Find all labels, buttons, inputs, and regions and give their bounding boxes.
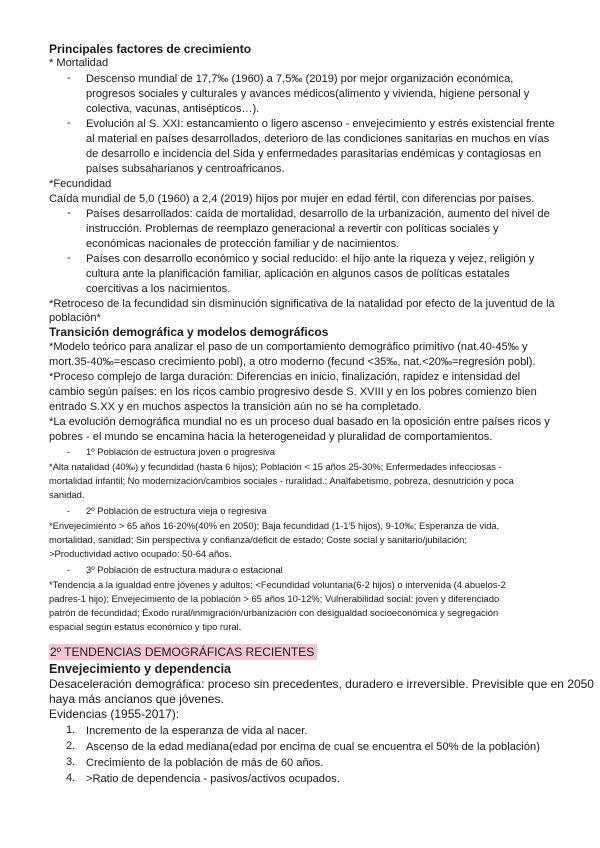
estructura-1-line-3: sanidad.	[49, 489, 85, 500]
fecundidad-note-line-1: *Retroceso de la fecundidad sin disminución significativa de la natalidad por efecto de la juventud de la	[49, 298, 555, 310]
estructura-2-line-3: >Productividad activo ocupado: 50-64 años.	[49, 548, 232, 559]
estructura-1-line-2: mortalidad infantil; No modernización/cambios sociales - ruralidad.; Analfabetismo, pobreza, desnutrición y poca	[49, 475, 514, 486]
mortalidad-item-2-line-2: al material en países desarrollados, deterioro de las condiciones sanitarias en muchos en vías	[86, 133, 550, 145]
section-title-transicion: Transición demográfica y modelos demográficos	[49, 325, 329, 339]
transicion-para-2-line-2: cambio según países: en los ricos cambio progresivo desde S. XVIII y en los pobres comienzo bien	[49, 386, 537, 398]
estructura-3-label: 3º Población de estructura madura o estacional	[86, 564, 283, 575]
estructura-2-line-2: mortalidad, sanidad; Sin perspectiva y confianza/déficit de estado; Coste social y sanitario/jubilación;	[49, 534, 467, 545]
evidencia-3: Crecimiento de la población de más de 60 años.	[86, 757, 324, 769]
estructura-1-line-1: *Alta natalidad (40‰) y fecundidad (hasta 6 hijos); Población < 15 años 25-30%; Enfermedades infecciosas -	[49, 461, 502, 472]
fecundidad-label: *Fecundidad	[49, 178, 112, 190]
estructura-3-line-1: *Tendencia a la igualdad entre jóvenes y adultos; <Fecundidad voluntaria(6-2 hijos) o intervenida (4 abuelos-2	[49, 579, 506, 590]
evidencias-label: Evidencias (1955-2017):	[49, 707, 180, 721]
estructura-1-label: 1º Población de estructura joven o progresiva	[86, 446, 275, 457]
bullet-dash: -	[67, 72, 71, 84]
fecundidad-intro: Caída mundial de 5,0 (1960) a 2,4 (2019) hijos por mujer en edad fértil, con diferencias por países.	[49, 193, 535, 205]
evidencia-4: >Ratio de dependencia - pasivos/activos ocupados.	[86, 773, 340, 785]
mortalidad-item-2-line-4: países subsaharianos y centroafricanos.	[86, 163, 285, 175]
fecundidad-note-line-2: población*	[49, 312, 101, 324]
tendencias-intro-line-2: haya más ancianos que jóvenes.	[49, 692, 224, 706]
bullet-dash: -	[67, 505, 71, 516]
tendencias-intro-line-1: Desaceleración demográfica: proceso sin precedentes, duradero e irreversible. Previsible que en 2050	[49, 677, 594, 691]
transicion-para-2-line-3: entrado S.XX y en muchos aspectos la transición aún no se ha completado.	[49, 401, 422, 413]
estructura-2-label: 2º Población de estructura vieja o regresiva	[86, 505, 267, 516]
transicion-para-1-line-2: mort.35-40‰=escaso crecimiento pobl), a otro moderno (fecund <35‰, nat.<20‰=regresión pobl).	[49, 356, 536, 368]
mortalidad-item-2-line-1: Evolución al S. XXI: estancamiento o ligero ascenso - envejecimiento y estrés existencial frente	[86, 118, 555, 130]
fecundidad-item-2-line-3: coercitivas a los nacimientos.	[86, 283, 231, 295]
transicion-para-2-line-1: *Proceso complejo de larga duración: Diferencias en inicio, finalización, rapidez e intensidad del	[49, 371, 521, 383]
subtitle-envejecimiento: Envejecimiento y dependencia	[49, 662, 232, 676]
section-heading-tendencias	[49, 645, 317, 659]
estructura-3-line-4: espacial según estatus económico y tipo rural.	[49, 621, 242, 632]
transicion-para-1-line-1: *Modelo teórico para analizar el paso de un comportamiento demográfico primitivo (nat.40-45‰ y	[49, 341, 528, 353]
fecundidad-item-1-line-1: Países desarrollados: caída de mortalidad, desarrollo de la urbanización, aumento del nivel de	[86, 208, 550, 220]
bullet-dash: -	[67, 207, 71, 219]
section-title-crecimiento: Principales factores de crecimiento	[49, 42, 252, 56]
transicion-para-3-line-2: pobres - el mundo se encamina hacia la heterogeneidad y pluralidad de comportamientos.	[49, 431, 493, 443]
list-number: 1.	[66, 724, 76, 736]
fecundidad-item-2-line-2: cultura ante la planificación familiar, aplicación en algunos casos de políticas estatales	[86, 268, 510, 280]
bullet-dash: -	[67, 446, 71, 457]
fecundidad-item-1-line-2: instrucción. Problemas de reemplazo generacional a revertir con políticas sociales y	[86, 223, 499, 235]
tendencias-highlight: 2º TENDENCIAS DEMOGRÁFICAS RECIENTES	[49, 644, 317, 660]
mortalidad-item-2-line-3: de desarrollo e incidencia del Sida y enfermedades parasitarias endémicas y contagiosas en	[86, 148, 542, 160]
estructura-2-line-1: *Envejecimiento > 65 años 16-20%(40% en 2050); Baja fecundidad (1-1'5 hijos), 9-10‰; Esperanza de vida,	[49, 520, 500, 531]
bullet-dash: -	[67, 117, 71, 129]
bullet-dash: -	[67, 252, 71, 264]
list-number: 3.	[66, 756, 76, 768]
estructura-3-line-2: padres-1 hijo); Envejecimiento de la población > 65 años 10-12%; Vulnerabilidad social: joven y diferenciado	[49, 593, 500, 604]
transicion-para-3-line-1: *La evolución demográfica mundial no es un proceso dual basado en la oposición entre países ricos y	[49, 416, 550, 428]
fecundidad-item-1-line-3: económicas nacionales de protección familiar y de nacimientos.	[86, 238, 400, 250]
mortalidad-item-1-line-3: colectiva, vacunas, antisépticos…).	[86, 103, 260, 115]
list-number: 4.	[66, 772, 76, 784]
bullet-dash: -	[67, 564, 71, 575]
mortalidad-label: * Mortalidad	[49, 57, 109, 69]
evidencia-1: Incremento de la esperanza de vida al nacer.	[86, 725, 308, 737]
list-number: 2.	[66, 740, 76, 752]
mortalidad-item-1-line-1: Descenso mundial de 17,7‰ (1960) a 7,5‰ (2019) por mejor organización económica,	[86, 73, 514, 85]
evidencia-2: Ascenso de la edad mediana(edad por encima de cual se encuentra el 50% de la población)	[86, 741, 540, 753]
fecundidad-item-2-line-1: Países con desarrollo económico y social reducido: el hijo ante la riqueza y vejez, religión y	[86, 253, 535, 265]
estructura-3-line-3: patrón de fecundidad; Éxodo rural/inmigración/urbanización con desigualdad socioeconómica y segregación	[49, 607, 499, 618]
mortalidad-item-1-line-2: progresos sociales y culturales y avances médicos(alimento y vivienda, higiene personal y	[86, 88, 530, 100]
